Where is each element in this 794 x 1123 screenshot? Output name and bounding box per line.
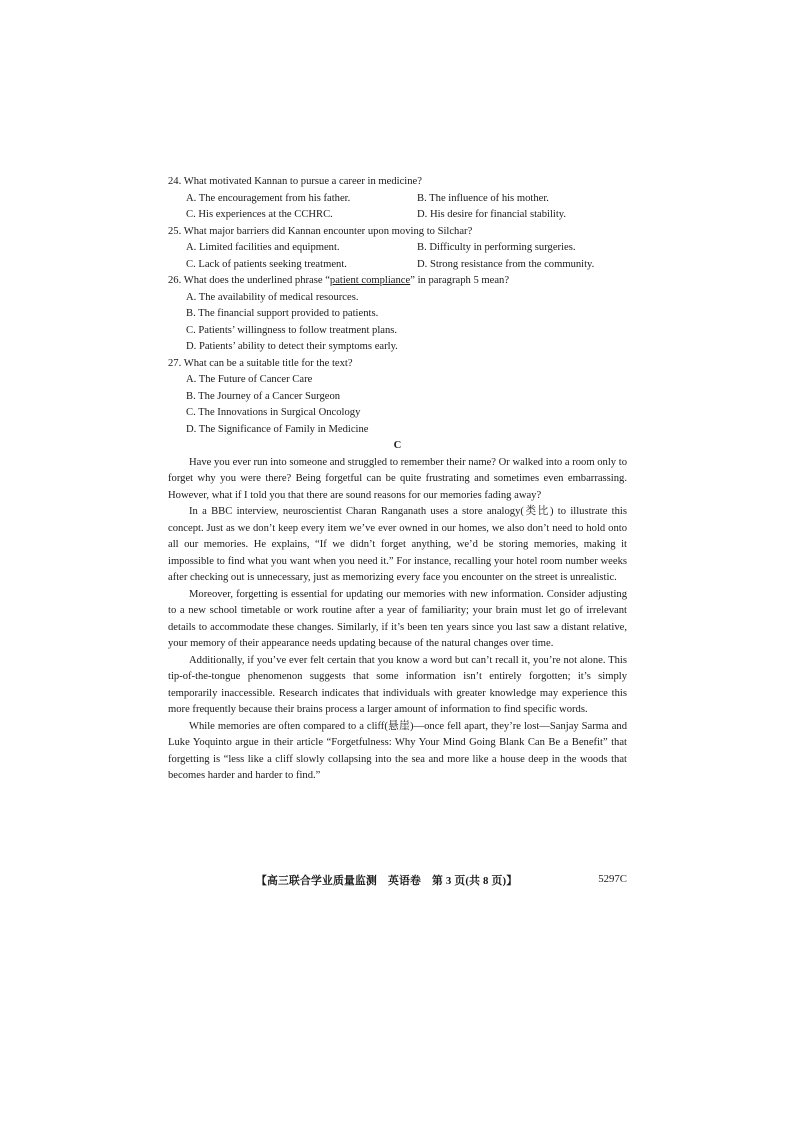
- option-b: B. Difficulty in performing surgeries.: [417, 242, 576, 253]
- question-stem: 25. What major barriers did Kannan encounter upon moving to Silchar?: [168, 225, 473, 237]
- question-stem: [168, 273, 627, 290]
- option-b: B. The Journey of a Cancer Surgeon: [186, 390, 341, 402]
- option-b: B. The influence of his mother.: [417, 192, 549, 204]
- question-25: [168, 224, 627, 274]
- passage-paragraph: While memories are often compared to a cliff(悬崖)—once fell apart, they’re lost—Sanjay Sarma and Luke Yoquinto argue in their article “Forgetfulness: Why Your Mind Going Blank Can Be a Benefit” that forgetting is “less like a cliff slowly collapsing into the sea and more like a house deep in the woods that becomes harder and harder to find.”: [168, 720, 627, 781]
- page-content: [168, 174, 627, 785]
- page-footer: [256, 873, 627, 888]
- option-a: A. The Future of Cancer Care: [186, 374, 313, 385]
- paper-code: 5297C: [598, 873, 627, 885]
- option-a: A. Limited facilities and equipment.: [186, 242, 340, 253]
- option-c: C. Lack of patients seeking treatment.: [186, 258, 347, 270]
- stem-before: 26. What does the underlined phrase “: [168, 275, 330, 286]
- option-c: C. Patients’ willingness to follow treatment plans.: [186, 324, 398, 336]
- option-c: C. The Innovations in Surgical Oncology: [186, 407, 361, 418]
- reading-passage: [168, 455, 627, 785]
- question-options: [168, 290, 627, 356]
- section-heading: C: [393, 440, 402, 451]
- option-d: D. His desire for financial stability.: [417, 209, 567, 220]
- option-d: D. Strong resistance from the community.: [417, 258, 595, 270]
- passage-paragraph: Have you ever run into someone and struggled to remember their name? Or walked into a room only to forget why you were there? Being forgetful can be quite frustrating and sometimes even embarrassing. However, what if I told you that there are sound reasons for our memories fading away?: [168, 456, 627, 501]
- question-options: [168, 240, 627, 273]
- question-stem: 27. What can be a suitable title for the text?: [168, 357, 353, 369]
- option-a: A. The encouragement from his father.: [186, 192, 351, 204]
- footer-title: 【高三联合学业质量监测 英语卷 第 3 页(共 8 页)】: [256, 875, 518, 887]
- passage-paragraph: Additionally, if you’ve ever felt certain that you know a word but can’t recall it, you’re not alone. This tip-of-the-tongue phenomenon suggests that some information isn’t entirely forgotten; it’s simply temporarily inaccessible. Research indicates that individuals with greater knowledge may experience this more frequently because their brains process a larger amount of information to find specific words.: [168, 654, 627, 715]
- underlined-phrase: patient compliance: [329, 275, 411, 286]
- stem-after: ” in paragraph 5 mean?: [410, 275, 510, 286]
- option-a: A. The availability of medical resources.: [186, 291, 359, 303]
- question-26: [168, 273, 627, 356]
- option-b: B. The financial support provided to patients.: [186, 308, 379, 319]
- question-options: [168, 372, 627, 438]
- question-24: [168, 174, 627, 224]
- passage-paragraph: In a BBC interview, neuroscientist Charan Ranganath uses a store analogy(类比) to illustrate this concept. Just as we don’t keep every item we’ve ever owned in our homes, we also don’t need to hold onto all our memories. He explains, “If we didn’t forget anything, we’d be storing memories, making it impossible to find what you want when you need it.” For instance, recalling your hotel room number weeks after checking out is unnecessary, just as memorizing every face you encounter on the street is unrealistic.: [168, 506, 627, 583]
- option-c: C. His experiences at the CCHRC.: [186, 209, 333, 220]
- option-d: D. Patients’ ability to detect their symptoms early.: [186, 341, 398, 352]
- question-stem: 24. What motivated Kannan to pursue a career in medicine?: [168, 176, 422, 187]
- question-27: [168, 356, 627, 439]
- question-options: [168, 191, 627, 224]
- passage-paragraph: Moreover, forgetting is essential for updating our memories with new information. Consider adjusting to a new school timetable or work routine after a year of familiarity; your brain must let go of irrelevant details to accommodate these changes. Similarly, if it’s been ten years since you last saw a distant relative, your memory of their appearance needs updating because of the natural changes over time.: [168, 588, 627, 649]
- option-d: D. The Significance of Family in Medicine: [186, 423, 369, 435]
